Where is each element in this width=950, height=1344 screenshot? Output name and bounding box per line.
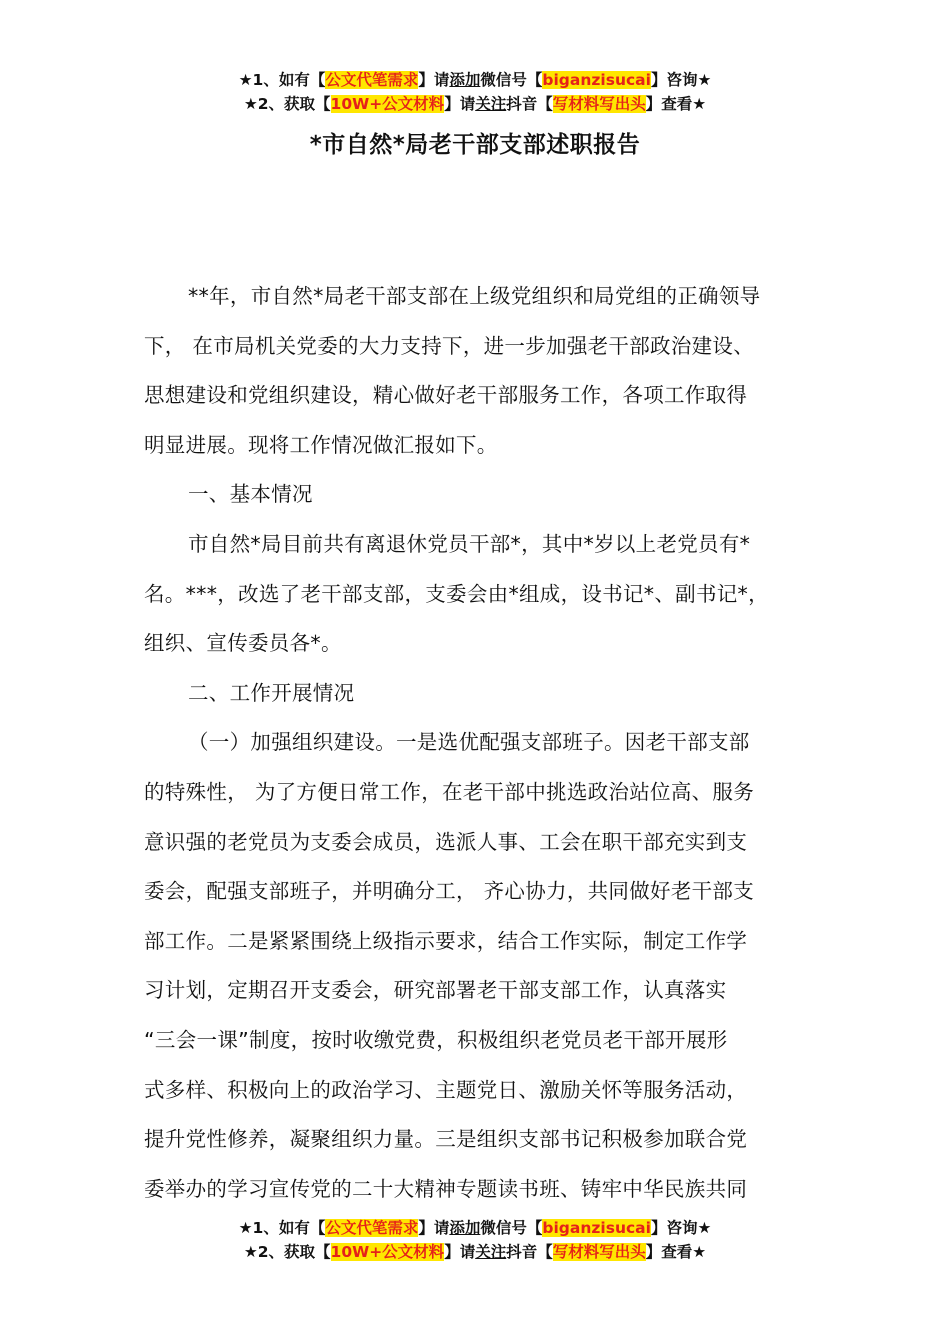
- banner-text: 】咨询★: [650, 1219, 712, 1237]
- body-line: 名。***，改选了老干部支部，支委会由*组成，设书记*、副书记*，: [144, 581, 769, 606]
- wechat-id: biganzisucai: [542, 1219, 651, 1237]
- body-line: “三会一课”制度，按时收缴党费，积极组织老党员老干部开展形: [144, 1027, 728, 1052]
- wechat-id: biganzisucai: [542, 71, 651, 89]
- section-heading: 二、工作开展情况: [188, 680, 355, 705]
- banner-emphasis: 添加: [449, 1219, 481, 1237]
- document-title: *市自然*局老干部支部述职报告: [309, 132, 641, 158]
- body-line: 组织、宣传委员各*。: [144, 631, 342, 656]
- body-line: 部工作。二是紧紧围绕上级指示要求，结合工作实际，制定工作学: [144, 928, 748, 953]
- document-body: [144, 272, 814, 1214]
- banner-emphasis: 添加: [449, 71, 481, 89]
- banner-text: 】请: [444, 1243, 476, 1261]
- banner-text: ★2、获取【: [243, 1243, 331, 1261]
- banner-text: 抖音【: [506, 1243, 553, 1261]
- banner-text: 】请: [444, 95, 476, 113]
- body-line: 委举办的学习宣传党的二十大精神专题读书班、铸牢中华民族共同: [144, 1176, 748, 1201]
- body-line: 下， 在市局机关党委的大力支持下，进一步加强老干部政治建设、: [144, 333, 755, 358]
- body-line: 式多样、积极向上的政治学习、主题党日、激励关怀等服务活动，: [144, 1077, 748, 1102]
- body-line: 习计划，定期召开支委会，研究部署老干部支部工作，认真落实: [144, 978, 727, 1003]
- banner-text: 】请: [418, 71, 450, 89]
- highlight-materials: 10W+公文材料: [330, 1243, 445, 1261]
- banner-text: ★2、获取【: [243, 95, 331, 113]
- body-line: 提升党性修养，凝聚组织力量。三是组织支部书记积极参加联合党: [144, 1127, 748, 1152]
- highlight-materials: 10W+公文材料: [330, 95, 445, 113]
- banner-line-1: [0, 68, 950, 92]
- banner-text: 】查看★: [645, 95, 707, 113]
- banner-emphasis: 关注: [475, 95, 507, 113]
- body-line: 市自然*局目前共有离退休党员干部*，其中*岁以上老党员有*: [188, 531, 751, 556]
- highlight-service: 公文代笔需求: [325, 71, 419, 89]
- banner-text: ★1、如有【: [238, 71, 326, 89]
- body-line: 意识强的老党员为支委会成员，选派人事、工会在职干部充实到支: [144, 829, 748, 854]
- body-line: 思想建设和党组织建设，精心做好老干部服务工作，各项工作取得: [144, 383, 748, 408]
- highlight-service: 公文代笔需求: [325, 1219, 419, 1237]
- section-heading: 一、基本情况: [188, 482, 313, 507]
- banner-line-1: [0, 1216, 950, 1240]
- body-line: （一）加强组织建设。一是选优配强支部班子。因老干部支部: [188, 730, 750, 755]
- banner-line-2: [0, 92, 950, 116]
- banner-text: 】咨询★: [650, 71, 712, 89]
- banner-text: 】请: [418, 1219, 450, 1237]
- body-line: 的特殊性， 为了方便日常工作，在老干部中挑选政治站位高、服务: [144, 779, 755, 804]
- banner-text: 微信号【: [480, 71, 543, 89]
- body-line: **年，市自然*局老干部支部在上级党组织和局党组的正确领导: [188, 284, 761, 308]
- banner-line-2: [0, 1240, 950, 1264]
- body-line: 明显进展。现将工作情况做汇报如下。: [144, 432, 498, 457]
- footer-banner: [0, 1216, 950, 1264]
- banner-text: 】查看★: [645, 1243, 707, 1261]
- banner-text: 抖音【: [506, 95, 553, 113]
- banner-emphasis: 关注: [475, 1243, 507, 1261]
- banner-text: ★1、如有【: [238, 1219, 326, 1237]
- banner-text: 微信号【: [480, 1219, 543, 1237]
- header-banner: [0, 68, 950, 116]
- douyin-account: 写材料写出头: [552, 1243, 646, 1261]
- douyin-account: 写材料写出头: [552, 95, 646, 113]
- body-line: 委会，配强支部班子，并明确分工， 齐心协力，共同做好老干部支: [144, 879, 755, 904]
